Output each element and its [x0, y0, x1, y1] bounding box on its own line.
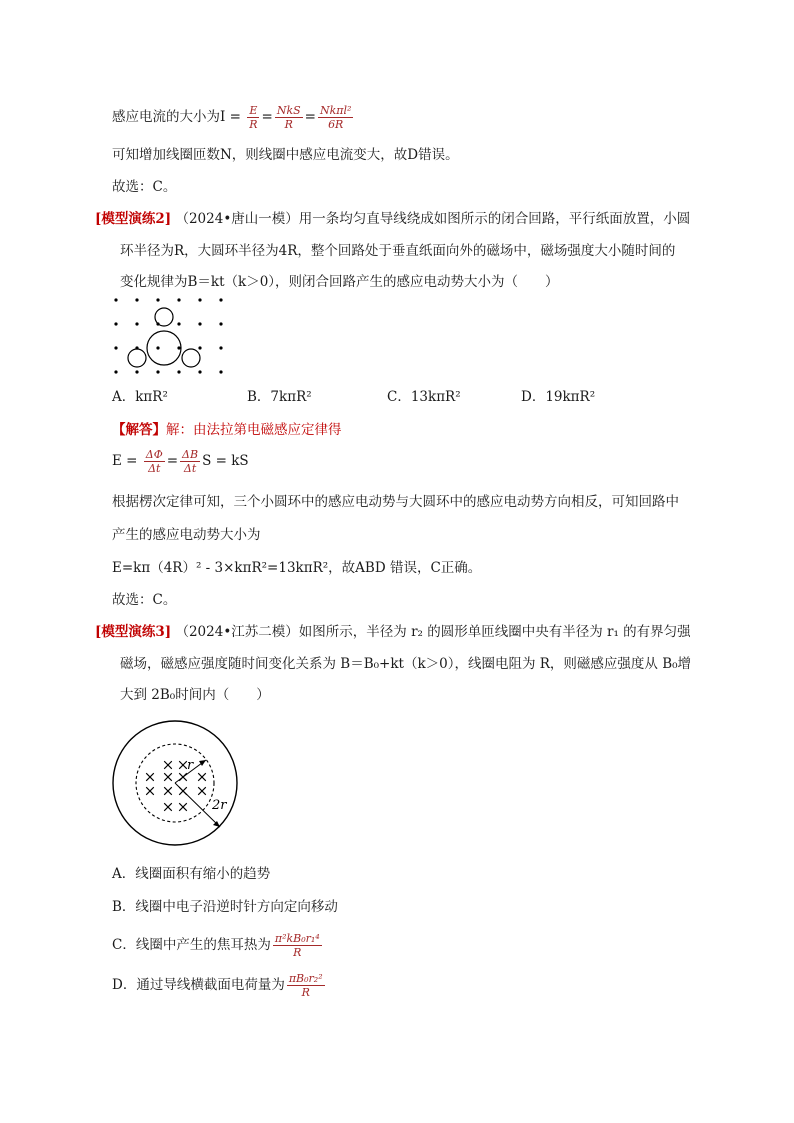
field-dot	[177, 298, 180, 301]
field-dot	[198, 298, 201, 301]
question-2-label: [模型演练2]	[95, 211, 172, 227]
small-loop-right	[182, 349, 200, 367]
small-loop-top	[155, 308, 173, 326]
label-r: r	[187, 758, 194, 773]
solution-tag: 【解答】	[112, 422, 166, 438]
label-2r: 2r	[212, 798, 227, 813]
answer-2-line-1: 根据楞次定律可知，三个小圆环中的感应电动势与大圆环中的感应电动势方向相反，可知回路中	[112, 494, 679, 510]
answer-2-line-2: 产生的感应电动势大小为	[112, 527, 261, 543]
question-2-option-a[interactable]: A．kπR²	[112, 389, 168, 405]
answer-2-line-3: E=kπ（4R）² - 3×kπR²=13kπR²，故ABD 错误，C正确。	[112, 560, 482, 576]
field-dot	[198, 346, 201, 349]
field-dot	[114, 298, 117, 301]
magnetic-field-crosses	[146, 761, 206, 811]
field-dot	[135, 322, 138, 325]
big-loop	[147, 331, 181, 365]
question-3-line-3: 大到 2B₀时间内（ ）	[120, 687, 270, 703]
question-2-option-b[interactable]: B．7kπR²	[247, 389, 312, 405]
question-2-option-c[interactable]: C．13kπR²	[387, 389, 461, 405]
answer-2-intro: 【解答】解：由法拉第电磁感应定律得	[112, 422, 342, 438]
field-dot	[198, 322, 201, 325]
field-dot	[177, 346, 180, 349]
fraction-joule-heat: $\frac{\text{π²kB₀r₁⁴}}{R}$	[274, 932, 320, 959]
question-3-line-2: 磁场，磁感应强度随时间变化关系为 B＝B₀+kt（k＞0），线圈电阻为 R，则磁感应强度从 B₀增	[120, 656, 692, 672]
question-3-option-d[interactable]: D．通过导线横截面电荷量为 $\frac{\text{πB₀r₂²}}{R}$	[112, 972, 323, 999]
conclusion-line: 可知增加线圈匝数N，则线圈中感应电流变大，故D错误。	[112, 147, 459, 163]
fraction-charge: $\frac{\text{πB₀r₂²}}{R}$	[288, 972, 323, 999]
field-dot	[114, 322, 117, 325]
field-dot	[156, 346, 159, 349]
question-3-diagram	[112, 720, 242, 850]
field-dot	[156, 298, 159, 301]
field-dot	[219, 370, 222, 373]
question-2-line-3: 变化规律为B＝kt（k＞0），则闭合回路产生的感应电动势大小为（ ）	[120, 274, 559, 290]
field-dot	[135, 370, 138, 373]
question-2-diagram	[108, 292, 228, 382]
field-dot	[156, 370, 159, 373]
field-dot	[219, 298, 222, 301]
small-loop-left	[128, 349, 146, 367]
fraction-nkpil2-over-6r: $\frac{\text{Nkπl²}}{6R}$	[319, 104, 352, 131]
field-dot	[114, 346, 117, 349]
field-dot	[219, 346, 222, 349]
question-3-label: [模型演练3]	[95, 624, 172, 640]
question-3-line-1: [模型演练3] （2024•江苏二模）如图所示，半径为 r₂ 的圆形单匝线圈中央有半径为 r₁ 的有界匀强	[95, 624, 691, 640]
field-dot	[198, 370, 201, 373]
question-3-option-b[interactable]: B．线圈中电子沿逆时针方向定向移动	[112, 899, 338, 915]
fraction-db-over-dt: $\frac{\Delta B}{\Delta t}$	[182, 448, 199, 475]
question-2-option-d[interactable]: D．19kπR²	[521, 389, 596, 405]
field-dot	[177, 370, 180, 373]
fraction-e-over-r: $\frac{E}{R}$	[249, 104, 258, 131]
fraction-dphi-over-dt: $\frac{\Delta\Phi}{\Delta t}$	[145, 448, 163, 475]
answer-2-equation: E = $\frac{\Delta\Phi}{\Delta t}$ = $\frac{\Delta B}{\Delta t}$ S = kS	[112, 448, 249, 475]
field-dot	[114, 370, 117, 373]
field-dot	[219, 322, 222, 325]
question-2-line-2: 环半径为R，大圆环半径为4R，整个回路处于垂直纸面向外的磁场中，磁场强度大小随时间的	[120, 243, 676, 259]
question-3-option-c[interactable]: C．线圈中产生的焦耳热为 $\frac{\text{π²kB₀r₁⁴}}{R}$	[112, 932, 320, 959]
answer-2-line-4: 故选：C。	[112, 592, 177, 608]
question-2-line-1: [模型演练2] （2024•唐山一模）用一条均匀直导线绕成如图所示的闭合回路，平行纸面放置，小圆	[95, 211, 691, 227]
answer-line: 故选：C。	[112, 179, 177, 195]
field-dot	[177, 322, 180, 325]
fraction-nks-over-r: $\frac{\text{NkS}}{R}$	[276, 104, 301, 131]
field-dot	[135, 298, 138, 301]
current-formula-line: 感应电流的大小为I = $\frac{E}{R}$ = $\frac{\text{NkS}}{R}$ = $\frac{\text{Nkπl²}}{6R}$	[112, 104, 352, 131]
question-3-option-a[interactable]: A．线圈面积有缩小的趋势	[112, 866, 271, 882]
